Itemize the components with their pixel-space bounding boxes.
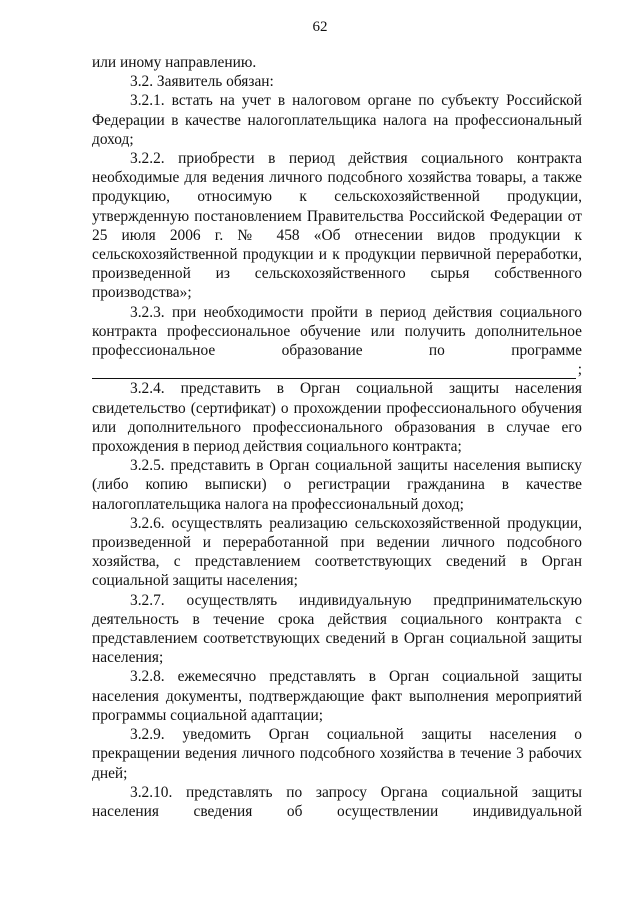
blank-trailing-semicolon: ;	[577, 361, 582, 379]
paragraph-3-2-1: 3.2.1. встать на учет в налоговом органе по субъекту Российской Федерации в качестве налогоплательщика налога на профессиональный доход;	[92, 92, 582, 148]
document-body	[92, 53, 582, 821]
paragraph-3-2-9: 3.2.9. уведомить Орган социальной защиты населения о прекращении ведения личного подсобного хозяйства в течение 3 рабочих дней;	[92, 726, 582, 782]
paragraph-continuation: или иному направлению.	[92, 54, 257, 71]
paragraph-3-2-4: 3.2.4. представить в Орган социальной защиты населения свидетельство (сертификат) о прохождении профессионального обучения или дополнительного профессионального образования в случае его прохождения в период действия социального контракта;	[92, 380, 582, 456]
paragraph-3-2-5: 3.2.5. представить в Орган социальной защиты населения выписку (либо копию выписки) о регистрации гражданина в качестве налогоплательщика налога на профессиональный доход;	[92, 457, 582, 513]
paragraph-3-2-10: 3.2.10. представлять по запросу Органа социальной защиты населения сведения об осуществлении индивидуальной	[92, 783, 582, 820]
blank-rule	[92, 364, 576, 379]
paragraph-3-2: 3.2. Заявитель обязан:	[130, 73, 274, 91]
paragraph-3-2-7: 3.2.7. осуществлять индивидуальную предпринимательскую деятельность в течение срока действия социального контракта с представлением соответствующих сведений в Орган социальной защиты населения;	[92, 591, 582, 667]
paragraph-3-2-2: 3.2.2. приобрести в период действия социального контракта необходимые для ведения личного подсобного хозяйства товары, а также продукцию, относимую к сельскохозяйственной продукции, утвержденную постановлением Правительства Российской Федерации от 25 июля 2006 г. № 458 «Об отнесении видов продукции к сельскохозяйственной продукции и к продукции первичной переработки, произведенной из сельскохозяйственного сырья собственного производства»;	[92, 150, 582, 302]
paragraph-3-2-3: 3.2.3. при необходимости пройти в период действия социального контракта профессиональное обучение или получить дополнительное профессиональное образование по программе	[92, 303, 582, 360]
paragraph-3-2-6: 3.2.6. осуществлять реализацию сельскохозяйственной продукции, произведенной и переработанной при ведении личного подсобного хозяйства, с представлением соответствующих сведений в Орган социальной защиты населения;	[92, 514, 582, 590]
fill-in-blank-line	[92, 360, 582, 379]
page-number: 62	[312, 19, 328, 35]
paragraph-3-2-8: 3.2.8. ежемесячно представлять в Орган социальной защиты населения документы, подтверждающие факт выполнения мероприятий программы социальной адаптации;	[92, 668, 582, 724]
